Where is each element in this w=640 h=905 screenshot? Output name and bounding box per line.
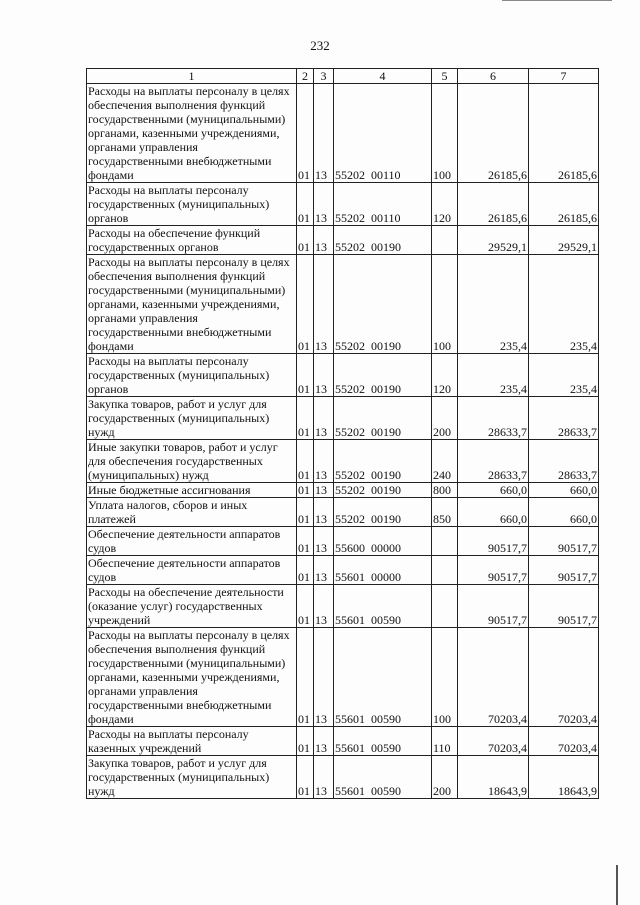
target-article-program: 55601 [335,712,365,726]
section-code: 01 [297,628,314,727]
expense-type-code: 100 [432,84,458,183]
expense-type-code: 800 [432,483,458,498]
scan-artifact-line [502,0,612,7]
expense-name: Закупка товаров, работ и услуг для государственных (муниципальных) нужд [87,756,297,799]
amount-year-1: 660,0 [458,483,529,498]
table-row [87,556,599,585]
expense-name: Расходы на выплаты персоналу государственных (муниципальных) органов [87,183,297,226]
table-row [87,226,599,255]
table-row [87,527,599,556]
subsection-code: 13 [314,183,334,226]
expense-type-code: 240 [432,440,458,483]
expense-type-code: 100 [432,628,458,727]
expense-type-code: 100 [432,255,458,354]
amount-year-2: 90517,7 [529,585,599,628]
table-row [87,255,599,354]
amount-year-1: 26185,6 [458,183,529,226]
section-code: 01 [297,226,314,255]
subsection-code: 13 [314,226,334,255]
target-article-direction: 00190 [371,339,401,353]
section-code: 01 [297,585,314,628]
column-header-2: 2 [297,69,314,84]
section-code: 01 [297,483,314,498]
amount-year-1: 26185,6 [458,84,529,183]
target-article-code [334,397,432,440]
subsection-code: 13 [314,628,334,727]
table-row [87,498,599,527]
section-code: 01 [297,440,314,483]
subsection-code: 13 [314,440,334,483]
column-header-5: 5 [432,69,458,84]
expense-name: Расходы на выплаты персоналу в целях обеспечения выполнения функций государственными (муниципальными) органами, казенными учреждениями, органами управления государственными внебюджетными фондами [87,628,297,727]
section-code: 01 [297,84,314,183]
target-article-direction: 00590 [371,784,401,798]
subsection-code: 13 [314,556,334,585]
section-code: 01 [297,756,314,799]
table-row [87,585,599,628]
section-code: 01 [297,255,314,354]
expense-name: Иные закупки товаров, работ и услуг для обеспечения государственных (муниципальных) нужд [87,440,297,483]
expense-type-code [432,527,458,556]
target-article-program: 55601 [335,570,365,584]
table-row [87,483,599,498]
amount-year-2: 28633,7 [529,440,599,483]
amount-year-2: 660,0 [529,498,599,527]
expense-type-code: 200 [432,397,458,440]
target-article-code [334,498,432,527]
subsection-code: 13 [314,527,334,556]
target-article-direction: 00110 [371,211,401,225]
amount-year-2: 29529,1 [529,226,599,255]
subsection-code: 13 [314,397,334,440]
expense-name: Иные бюджетные ассигнования [87,483,297,498]
section-code: 01 [297,183,314,226]
target-article-direction: 00190 [371,425,401,439]
expense-type-code [432,585,458,628]
table-body [87,84,599,799]
expense-type-code: 110 [432,727,458,756]
subsection-code: 13 [314,756,334,799]
expense-name: Расходы на выплаты персоналу в целях обеспечения выполнения функций государственными (муниципальными) органами, казенными учреждениями, органами управления государственными внебюджетными фондами [87,255,297,354]
section-code: 01 [297,727,314,756]
column-header-6: 6 [458,69,529,84]
amount-year-2: 90517,7 [529,556,599,585]
amount-year-2: 18643,9 [529,756,599,799]
target-article-code [334,585,432,628]
target-article-code [334,483,432,498]
amount-year-1: 235,4 [458,354,529,397]
amount-year-1: 90517,7 [458,585,529,628]
target-article-program: 55202 [335,468,365,482]
amount-year-2: 70203,4 [529,628,599,727]
column-header-4: 4 [334,69,432,84]
table-row [87,628,599,727]
target-article-direction: 00190 [371,483,401,497]
table-row [87,440,599,483]
target-article-direction: 00000 [371,570,401,584]
table-row [87,84,599,183]
column-header-1: 1 [87,69,297,84]
expense-name: Расходы на выплаты персоналу казенных учреждений [87,727,297,756]
subsection-code: 13 [314,483,334,498]
scan-artifact-edge [616,865,618,905]
expense-name: Расходы на обеспечение деятельности (оказание услуг) государственных учреждений [87,585,297,628]
target-article-program: 55202 [335,339,365,353]
target-article-direction: 00000 [371,541,401,555]
target-article-program: 55202 [335,211,365,225]
target-article-code [334,255,432,354]
amount-year-2: 235,4 [529,354,599,397]
table-row [87,756,599,799]
column-header-7: 7 [529,69,599,84]
table-header-row [87,69,599,84]
target-article-code [334,727,432,756]
amount-year-1: 28633,7 [458,397,529,440]
table-row [87,727,599,756]
target-article-program: 55202 [335,382,365,396]
amount-year-2: 28633,7 [529,397,599,440]
amount-year-1: 235,4 [458,255,529,354]
target-article-code [334,183,432,226]
expense-name: Обеспечение деятельности аппаратов судов [87,527,297,556]
amount-year-1: 90517,7 [458,527,529,556]
table-row [87,183,599,226]
amount-year-2: 90517,7 [529,527,599,556]
subsection-code: 13 [314,498,334,527]
target-article-direction: 00190 [371,382,401,396]
table-row [87,397,599,440]
section-code: 01 [297,354,314,397]
amount-year-2: 26185,6 [529,84,599,183]
target-article-direction: 00190 [371,240,401,254]
target-article-program: 55601 [335,613,365,627]
target-article-program: 55202 [335,425,365,439]
target-article-code [334,226,432,255]
target-article-program: 55202 [335,240,365,254]
section-code: 01 [297,556,314,585]
amount-year-2: 235,4 [529,255,599,354]
target-article-program: 55601 [335,784,365,798]
target-article-direction: 00110 [371,168,401,182]
expense-name: Расходы на выплаты персоналу в целях обеспечения выполнения функций государственными (муниципальными) органами, казенными учреждениями, органами управления государственными внебюджетными фондами [87,84,297,183]
expense-type-code: 850 [432,498,458,527]
target-article-code [334,354,432,397]
target-article-program: 55202 [335,483,365,497]
section-code: 01 [297,397,314,440]
target-article-code [334,84,432,183]
section-code: 01 [297,498,314,527]
column-header-3: 3 [314,69,334,84]
target-article-program: 55600 [335,541,365,555]
target-article-code [334,628,432,727]
page-number: 232 [310,38,330,53]
target-article-program: 55601 [335,741,365,755]
expense-name: Обеспечение деятельности аппаратов судов [87,556,297,585]
amount-year-1: 29529,1 [458,226,529,255]
target-article-code [334,756,432,799]
subsection-code: 13 [314,84,334,183]
amount-year-1: 18643,9 [458,756,529,799]
target-article-direction: 00590 [371,741,401,755]
amount-year-1: 28633,7 [458,440,529,483]
section-code: 01 [297,527,314,556]
expense-name: Расходы на выплаты персоналу государственных (муниципальных) органов [87,354,297,397]
target-article-direction: 00190 [371,468,401,482]
amount-year-1: 70203,4 [458,727,529,756]
amount-year-1: 90517,7 [458,556,529,585]
subsection-code: 13 [314,585,334,628]
expense-type-code [432,556,458,585]
subsection-code: 13 [314,255,334,354]
expense-name: Уплата налогов, сборов и иных платежей [87,498,297,527]
expense-type-code [432,226,458,255]
target-article-program: 55202 [335,512,365,526]
target-article-code [334,440,432,483]
expense-type-code: 120 [432,183,458,226]
amount-year-2: 26185,6 [529,183,599,226]
target-article-code [334,556,432,585]
table-row [87,354,599,397]
expense-type-code: 200 [432,756,458,799]
expense-name: Расходы на обеспечение функций государственных органов [87,226,297,255]
expense-name: Закупка товаров, работ и услуг для государственных (муниципальных) нужд [87,397,297,440]
amount-year-2: 660,0 [529,483,599,498]
subsection-code: 13 [314,727,334,756]
budget-table [86,68,599,799]
target-article-program: 55202 [335,168,365,182]
amount-year-1: 70203,4 [458,628,529,727]
expense-type-code: 120 [432,354,458,397]
subsection-code: 13 [314,354,334,397]
amount-year-2: 70203,4 [529,727,599,756]
target-article-direction: 00590 [371,712,401,726]
target-article-direction: 00190 [371,512,401,526]
amount-year-1: 660,0 [458,498,529,527]
target-article-code [334,527,432,556]
target-article-direction: 00590 [371,613,401,627]
